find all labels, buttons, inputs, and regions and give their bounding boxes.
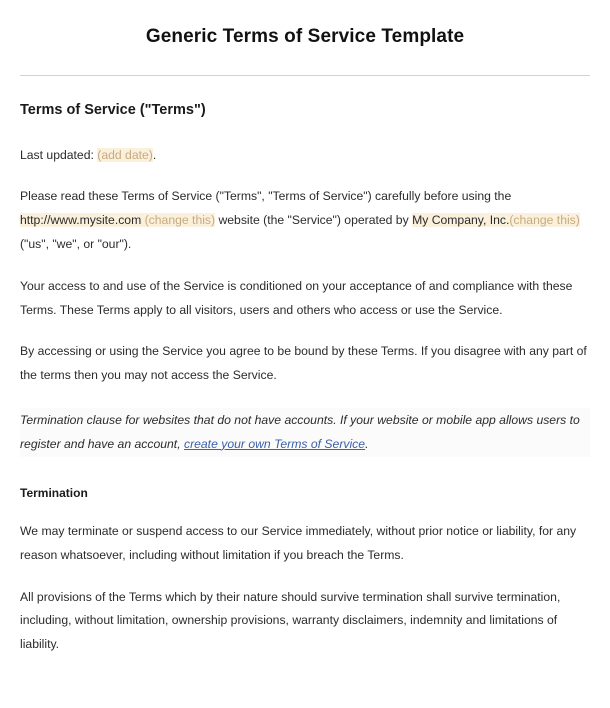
site-url-change-hint[interactable]: (change this) [144, 213, 216, 228]
last-updated-label: Last updated: [20, 147, 94, 162]
subheading-termination: Termination [20, 486, 88, 501]
site-url-value[interactable]: http://www.mysite.com [20, 213, 142, 228]
title-divider [20, 75, 590, 76]
paragraph-agreement: By accessing or using the Service you agree to be bound by these Terms. If you disagree with any part of the terms then you may not access the Service. [20, 344, 587, 383]
company-name-change-hint[interactable]: (change this) [509, 213, 580, 228]
intro-text-part-1: Please read these Terms of Service ("Terms", "Terms of Service") carefully before using the [20, 189, 512, 204]
note-text-after: . [365, 436, 369, 451]
termination-note [20, 408, 590, 458]
intro-text-part-2: website (the "Service") operated by [215, 213, 413, 228]
last-updated-period: . [152, 147, 157, 162]
company-name-value[interactable]: My Company, Inc. [412, 213, 510, 228]
add-date-placeholder[interactable]: (add date) [97, 147, 153, 162]
intro-paragraph [20, 185, 590, 256]
termination-paragraph-2: All provisions of the Terms which by their nature should survive termination shall survive termination, including, without limitation, ownership provisions, warranty disclaimers, indemnity and limitations of liability. [20, 589, 561, 652]
section-heading-terms-of-service: Terms of Service ("Terms") [20, 101, 206, 118]
page-title: Generic Terms of Service Template [145, 26, 465, 47]
note-text-before: Termination clause for websites that do not have accounts. If your website or mobile app allows users to register and have an account, [20, 412, 580, 451]
last-updated-line [20, 144, 590, 168]
create-terms-of-service-link[interactable]: create your own Terms of Service [183, 436, 366, 451]
paragraph-acceptance: Your access to and use of the Service is conditioned on your acceptance of and compliance with these Terms. These Terms apply to all visitors, users and others who access or use the Service. [20, 278, 573, 317]
termination-paragraph-1: We may terminate or suspend access to our Service immediately, without prior notice or liability, for any reason whatsoever, including without limitation if you breach the Terms. [20, 524, 577, 562]
intro-text-part-3: ("us", "we", or "our"). [20, 236, 132, 251]
